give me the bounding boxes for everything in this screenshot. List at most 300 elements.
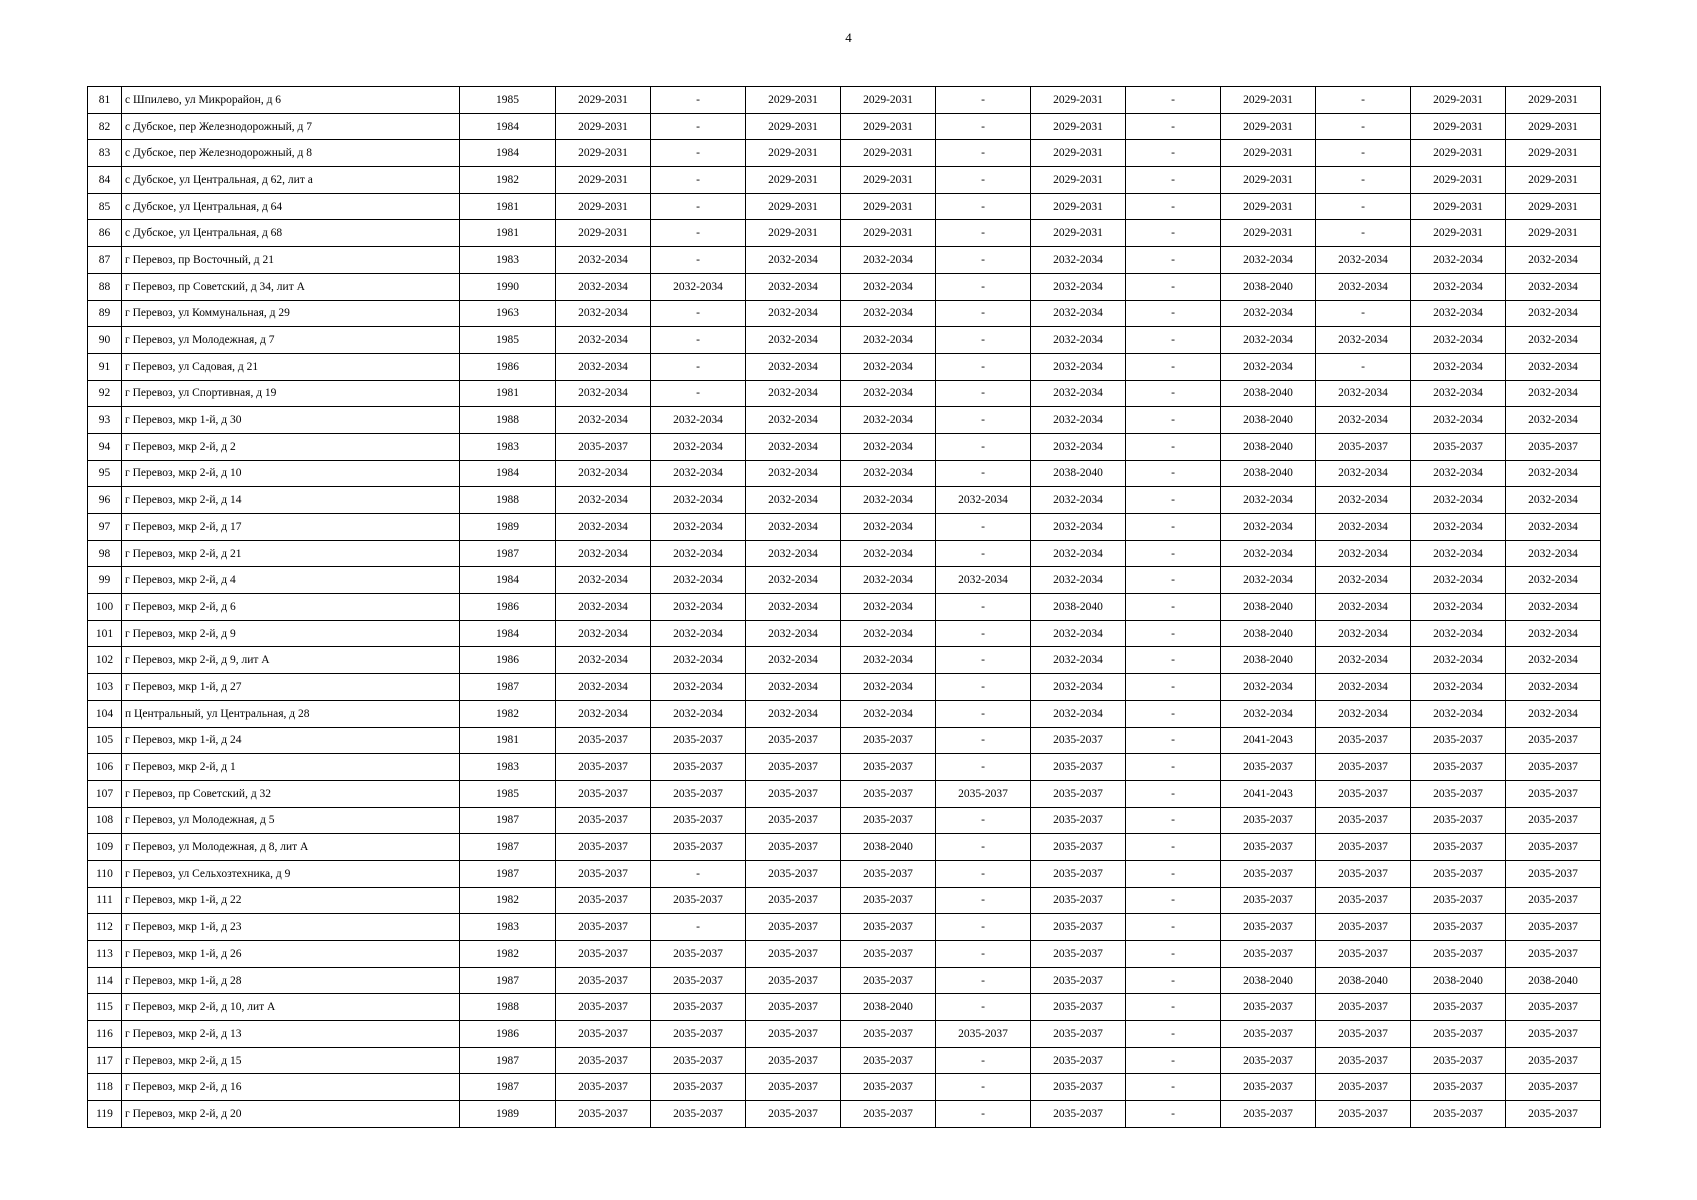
period-cell: 2032-2034 bbox=[746, 647, 841, 674]
period-cell: 2035-2037 bbox=[556, 967, 651, 994]
period-cell: 2035-2037 bbox=[1411, 994, 1506, 1021]
period-cell: 2029-2031 bbox=[841, 220, 936, 247]
period-cell: 2032-2034 bbox=[746, 700, 841, 727]
table-row bbox=[88, 674, 1601, 701]
period-cell: 2032-2034 bbox=[1506, 327, 1601, 354]
year-cell: 1987 bbox=[460, 674, 556, 701]
period-cell: 2032-2034 bbox=[746, 514, 841, 541]
period-cell: 2029-2031 bbox=[746, 113, 841, 140]
period-cell: 2032-2034 bbox=[556, 567, 651, 594]
period-cell: 2032-2034 bbox=[556, 300, 651, 327]
period-cell: 2032-2034 bbox=[746, 273, 841, 300]
period-cell: 2035-2037 bbox=[651, 887, 746, 914]
period-cell: 2035-2037 bbox=[1411, 1047, 1506, 1074]
row-number-cell: 102 bbox=[88, 647, 122, 674]
period-cell: 2029-2031 bbox=[1411, 113, 1506, 140]
period-cell: - bbox=[1126, 967, 1221, 994]
period-cell: 2029-2031 bbox=[1221, 87, 1316, 114]
period-cell: 2035-2037 bbox=[1316, 1047, 1411, 1074]
period-cell: 2035-2037 bbox=[1506, 994, 1601, 1021]
period-cell: - bbox=[936, 594, 1031, 621]
period-cell: - bbox=[651, 113, 746, 140]
period-cell: - bbox=[936, 327, 1031, 354]
period-cell: 2032-2034 bbox=[746, 353, 841, 380]
year-cell: 1963 bbox=[460, 300, 556, 327]
period-cell: 2029-2031 bbox=[1411, 220, 1506, 247]
period-cell: - bbox=[936, 914, 1031, 941]
period-cell: 2035-2037 bbox=[1411, 1101, 1506, 1128]
period-cell: 2035-2037 bbox=[841, 1074, 936, 1101]
address-cell: г Перевоз, мкр 2-й, д 21 bbox=[122, 540, 460, 567]
period-cell: 2029-2031 bbox=[1506, 140, 1601, 167]
year-cell: 1990 bbox=[460, 273, 556, 300]
period-cell: 2038-2040 bbox=[1031, 594, 1126, 621]
table-row bbox=[88, 353, 1601, 380]
period-cell: 2032-2034 bbox=[556, 407, 651, 434]
period-cell: 2032-2034 bbox=[556, 327, 651, 354]
period-cell: - bbox=[936, 300, 1031, 327]
period-cell: - bbox=[1126, 300, 1221, 327]
period-cell: 2029-2031 bbox=[1411, 167, 1506, 194]
period-cell: 2032-2034 bbox=[841, 300, 936, 327]
period-cell: 2032-2034 bbox=[1031, 407, 1126, 434]
period-cell: 2035-2037 bbox=[1316, 994, 1411, 1021]
period-cell: 2032-2034 bbox=[651, 674, 746, 701]
period-cell: 2035-2037 bbox=[746, 1021, 841, 1048]
period-cell: 2035-2037 bbox=[1221, 1074, 1316, 1101]
period-cell: 2032-2034 bbox=[1031, 540, 1126, 567]
table-row bbox=[88, 1047, 1601, 1074]
table-row bbox=[88, 967, 1601, 994]
period-cell: 2035-2037 bbox=[651, 727, 746, 754]
row-number-cell: 117 bbox=[88, 1047, 122, 1074]
period-cell: 2032-2034 bbox=[1031, 273, 1126, 300]
period-cell: 2032-2034 bbox=[1221, 247, 1316, 274]
period-cell: - bbox=[651, 327, 746, 354]
table-row bbox=[88, 247, 1601, 274]
period-cell: 2029-2031 bbox=[556, 220, 651, 247]
period-cell: - bbox=[936, 433, 1031, 460]
period-cell: 2035-2037 bbox=[556, 1047, 651, 1074]
period-cell: - bbox=[1126, 1101, 1221, 1128]
row-number-cell: 91 bbox=[88, 353, 122, 380]
year-cell: 1987 bbox=[460, 540, 556, 567]
period-cell: - bbox=[651, 380, 746, 407]
period-cell: 2038-2040 bbox=[1221, 460, 1316, 487]
period-cell: - bbox=[936, 807, 1031, 834]
period-cell: 2035-2037 bbox=[1031, 1074, 1126, 1101]
period-cell: 2035-2037 bbox=[1221, 941, 1316, 968]
period-cell: 2032-2034 bbox=[1506, 620, 1601, 647]
period-cell: 2035-2037 bbox=[1031, 994, 1126, 1021]
period-cell: 2035-2037 bbox=[1316, 887, 1411, 914]
row-number-cell: 118 bbox=[88, 1074, 122, 1101]
period-cell: - bbox=[936, 941, 1031, 968]
period-cell: - bbox=[1126, 994, 1221, 1021]
year-cell: 1985 bbox=[460, 327, 556, 354]
period-cell: 2035-2037 bbox=[556, 834, 651, 861]
period-cell: - bbox=[936, 353, 1031, 380]
address-cell: г Перевоз, мкр 2-й, д 2 bbox=[122, 433, 460, 460]
period-cell: 2035-2037 bbox=[651, 834, 746, 861]
address-cell: с Дубское, ул Центральная, д 62, лит а bbox=[122, 167, 460, 194]
year-cell: 1982 bbox=[460, 700, 556, 727]
period-cell: 2035-2037 bbox=[556, 1101, 651, 1128]
period-cell: 2032-2034 bbox=[651, 647, 746, 674]
period-cell: 2032-2034 bbox=[1411, 380, 1506, 407]
period-cell: - bbox=[936, 647, 1031, 674]
address-cell: г Перевоз, ул Молодежная, д 5 bbox=[122, 807, 460, 834]
period-cell: - bbox=[1126, 594, 1221, 621]
period-cell: 2029-2031 bbox=[1031, 193, 1126, 220]
period-cell: 2035-2037 bbox=[556, 780, 651, 807]
table-row bbox=[88, 540, 1601, 567]
period-cell: - bbox=[936, 460, 1031, 487]
year-cell: 1983 bbox=[460, 914, 556, 941]
period-cell: 2032-2034 bbox=[936, 567, 1031, 594]
period-cell: 2038-2040 bbox=[1221, 594, 1316, 621]
period-cell: 2035-2037 bbox=[1031, 914, 1126, 941]
row-number-cell: 111 bbox=[88, 887, 122, 914]
period-cell: 2032-2034 bbox=[1411, 567, 1506, 594]
year-cell: 1987 bbox=[460, 1047, 556, 1074]
period-cell: 2032-2034 bbox=[651, 460, 746, 487]
row-number-cell: 83 bbox=[88, 140, 122, 167]
period-cell: 2035-2037 bbox=[1221, 807, 1316, 834]
period-cell: 2038-2040 bbox=[1221, 433, 1316, 460]
period-cell: 2032-2034 bbox=[651, 700, 746, 727]
period-cell: 2035-2037 bbox=[1506, 433, 1601, 460]
period-cell: 2035-2037 bbox=[746, 727, 841, 754]
period-cell: 2035-2037 bbox=[746, 967, 841, 994]
address-cell: г Перевоз, ул Спортивная, д 19 bbox=[122, 380, 460, 407]
table-body bbox=[88, 87, 1601, 1128]
period-cell: - bbox=[1316, 353, 1411, 380]
period-cell: 2035-2037 bbox=[1031, 834, 1126, 861]
period-cell: 2038-2040 bbox=[1316, 967, 1411, 994]
period-cell: 2035-2037 bbox=[1221, 754, 1316, 781]
period-cell: 2032-2034 bbox=[1316, 540, 1411, 567]
period-cell: 2029-2031 bbox=[746, 167, 841, 194]
period-cell: 2032-2034 bbox=[1506, 273, 1601, 300]
period-cell: 2035-2037 bbox=[556, 433, 651, 460]
year-cell: 1986 bbox=[460, 353, 556, 380]
period-cell: 2029-2031 bbox=[1031, 167, 1126, 194]
period-cell: - bbox=[936, 193, 1031, 220]
period-cell: 2035-2037 bbox=[1506, 780, 1601, 807]
period-cell: 2032-2034 bbox=[1221, 540, 1316, 567]
period-cell: 2035-2037 bbox=[1031, 967, 1126, 994]
period-cell: 2035-2037 bbox=[1506, 727, 1601, 754]
year-cell: 1984 bbox=[460, 620, 556, 647]
table-row bbox=[88, 407, 1601, 434]
period-cell: 2029-2031 bbox=[1506, 113, 1601, 140]
period-cell: 2035-2037 bbox=[1506, 1047, 1601, 1074]
period-cell: 2032-2034 bbox=[556, 514, 651, 541]
period-cell: - bbox=[936, 727, 1031, 754]
period-cell: 2035-2037 bbox=[1506, 754, 1601, 781]
row-number-cell: 106 bbox=[88, 754, 122, 781]
period-cell: 2032-2034 bbox=[746, 380, 841, 407]
period-cell: 2035-2037 bbox=[1031, 727, 1126, 754]
address-cell: г Перевоз, мкр 2-й, д 16 bbox=[122, 1074, 460, 1101]
period-cell: 2032-2034 bbox=[1031, 674, 1126, 701]
period-cell: 2032-2034 bbox=[1411, 407, 1506, 434]
period-cell: 2032-2034 bbox=[1506, 647, 1601, 674]
year-cell: 1986 bbox=[460, 647, 556, 674]
year-cell: 1985 bbox=[460, 87, 556, 114]
period-cell: 2029-2031 bbox=[746, 87, 841, 114]
period-cell: 2032-2034 bbox=[841, 353, 936, 380]
period-cell: 2032-2034 bbox=[651, 433, 746, 460]
period-cell: 2032-2034 bbox=[1411, 647, 1506, 674]
period-cell: - bbox=[936, 700, 1031, 727]
period-cell: 2029-2031 bbox=[1411, 87, 1506, 114]
period-cell: 2035-2037 bbox=[1506, 1074, 1601, 1101]
period-cell: - bbox=[1316, 220, 1411, 247]
period-cell: 2032-2034 bbox=[1316, 273, 1411, 300]
period-cell: 2029-2031 bbox=[1506, 220, 1601, 247]
period-cell: 2035-2037 bbox=[841, 860, 936, 887]
row-number-cell: 114 bbox=[88, 967, 122, 994]
period-cell: 2029-2031 bbox=[841, 167, 936, 194]
period-cell: 2032-2034 bbox=[1506, 407, 1601, 434]
period-cell: 2035-2037 bbox=[746, 1047, 841, 1074]
period-cell: 2032-2034 bbox=[1316, 487, 1411, 514]
period-cell: 2035-2037 bbox=[556, 807, 651, 834]
period-cell: 2035-2037 bbox=[936, 780, 1031, 807]
period-cell: - bbox=[651, 860, 746, 887]
period-cell: 2038-2040 bbox=[1221, 647, 1316, 674]
period-cell: - bbox=[936, 247, 1031, 274]
address-cell: с Дубское, ул Центральная, д 68 bbox=[122, 220, 460, 247]
address-cell: г Перевоз, ул Сельхозтехника, д 9 bbox=[122, 860, 460, 887]
period-cell: 2032-2034 bbox=[746, 433, 841, 460]
address-cell: г Перевоз, мкр 1-й, д 22 bbox=[122, 887, 460, 914]
period-cell: 2032-2034 bbox=[1316, 380, 1411, 407]
address-cell: г Перевоз, мкр 2-й, д 4 bbox=[122, 567, 460, 594]
row-number-cell: 87 bbox=[88, 247, 122, 274]
period-cell: 2038-2040 bbox=[841, 834, 936, 861]
row-number-cell: 92 bbox=[88, 380, 122, 407]
period-cell: 2032-2034 bbox=[841, 674, 936, 701]
table-row bbox=[88, 300, 1601, 327]
period-cell: 2035-2037 bbox=[1031, 1021, 1126, 1048]
period-cell: - bbox=[936, 967, 1031, 994]
period-cell: 2035-2037 bbox=[1506, 914, 1601, 941]
period-cell: 2032-2034 bbox=[841, 273, 936, 300]
period-cell: - bbox=[1316, 167, 1411, 194]
period-cell: - bbox=[1126, 514, 1221, 541]
period-cell: 2032-2034 bbox=[841, 247, 936, 274]
period-cell: 2032-2034 bbox=[746, 487, 841, 514]
period-cell: 2035-2037 bbox=[1316, 780, 1411, 807]
period-cell: 2029-2031 bbox=[841, 140, 936, 167]
period-cell: 2032-2034 bbox=[1506, 674, 1601, 701]
period-cell: 2035-2037 bbox=[1031, 860, 1126, 887]
period-cell: 2029-2031 bbox=[746, 140, 841, 167]
period-cell: 2029-2031 bbox=[1506, 167, 1601, 194]
period-cell: 2035-2037 bbox=[841, 1101, 936, 1128]
period-cell: - bbox=[1126, 700, 1221, 727]
period-cell: 2032-2034 bbox=[1316, 327, 1411, 354]
period-cell: - bbox=[936, 140, 1031, 167]
address-cell: с Дубское, пер Железнодорожный, д 8 bbox=[122, 140, 460, 167]
address-cell: г Перевоз, ул Молодежная, д 7 bbox=[122, 327, 460, 354]
period-cell: 2035-2037 bbox=[1031, 1101, 1126, 1128]
period-cell: 2035-2037 bbox=[556, 1074, 651, 1101]
period-cell: 2032-2034 bbox=[1411, 247, 1506, 274]
row-number-cell: 119 bbox=[88, 1101, 122, 1128]
period-cell: 2032-2034 bbox=[1316, 247, 1411, 274]
period-cell: - bbox=[651, 300, 746, 327]
table-row bbox=[88, 994, 1601, 1021]
address-cell: г Перевоз, ул Садовая, д 21 bbox=[122, 353, 460, 380]
period-cell: 2032-2034 bbox=[746, 300, 841, 327]
period-cell: 2035-2037 bbox=[1316, 1101, 1411, 1128]
table-row bbox=[88, 914, 1601, 941]
period-cell: - bbox=[1126, 620, 1221, 647]
table-row bbox=[88, 220, 1601, 247]
period-cell: 2032-2034 bbox=[556, 247, 651, 274]
period-cell: 2038-2040 bbox=[1221, 380, 1316, 407]
row-number-cell: 110 bbox=[88, 860, 122, 887]
period-cell: - bbox=[1126, 754, 1221, 781]
period-cell: 2035-2037 bbox=[651, 1101, 746, 1128]
period-cell: 2032-2034 bbox=[651, 514, 746, 541]
address-cell: г Перевоз, мкр 2-й, д 10, лит А bbox=[122, 994, 460, 1021]
period-cell: - bbox=[936, 113, 1031, 140]
table-row bbox=[88, 167, 1601, 194]
period-cell: 2041-2043 bbox=[1221, 780, 1316, 807]
period-cell: 2032-2034 bbox=[746, 460, 841, 487]
row-number-cell: 95 bbox=[88, 460, 122, 487]
period-cell: 2029-2031 bbox=[841, 87, 936, 114]
period-cell: 2032-2034 bbox=[651, 567, 746, 594]
period-cell: - bbox=[1126, 914, 1221, 941]
period-cell: 2035-2037 bbox=[1221, 1021, 1316, 1048]
period-cell: 2032-2034 bbox=[1411, 594, 1506, 621]
address-cell: г Перевоз, мкр 2-й, д 15 bbox=[122, 1047, 460, 1074]
period-cell: 2035-2037 bbox=[841, 941, 936, 968]
address-cell: г Перевоз, мкр 2-й, д 1 bbox=[122, 754, 460, 781]
period-cell: 2032-2034 bbox=[1221, 514, 1316, 541]
period-cell: 2032-2034 bbox=[1221, 700, 1316, 727]
period-cell: 2032-2034 bbox=[1031, 380, 1126, 407]
period-cell: 2035-2037 bbox=[841, 727, 936, 754]
address-cell: г Перевоз, мкр 2-й, д 10 bbox=[122, 460, 460, 487]
period-cell: 2032-2034 bbox=[556, 273, 651, 300]
period-cell: 2035-2037 bbox=[1316, 807, 1411, 834]
address-cell: г Перевоз, ул Коммунальная, д 29 bbox=[122, 300, 460, 327]
period-cell: 2035-2037 bbox=[1031, 807, 1126, 834]
period-cell: 2032-2034 bbox=[1506, 460, 1601, 487]
period-cell: 2032-2034 bbox=[1506, 300, 1601, 327]
period-cell: 2032-2034 bbox=[746, 327, 841, 354]
row-number-cell: 99 bbox=[88, 567, 122, 594]
period-cell: 2032-2034 bbox=[556, 380, 651, 407]
period-cell: 2035-2037 bbox=[651, 780, 746, 807]
period-cell: 2032-2034 bbox=[1506, 380, 1601, 407]
table-row bbox=[88, 860, 1601, 887]
row-number-cell: 115 bbox=[88, 994, 122, 1021]
period-cell: - bbox=[1316, 113, 1411, 140]
page-number: 4 bbox=[845, 30, 852, 45]
year-cell: 1982 bbox=[460, 941, 556, 968]
table-row bbox=[88, 567, 1601, 594]
period-cell: 2032-2034 bbox=[556, 353, 651, 380]
period-cell: - bbox=[936, 167, 1031, 194]
period-cell: 2029-2031 bbox=[1031, 113, 1126, 140]
row-number-cell: 81 bbox=[88, 87, 122, 114]
address-cell: г Перевоз, мкр 2-й, д 14 bbox=[122, 487, 460, 514]
address-cell: г Перевоз, мкр 2-й, д 6 bbox=[122, 594, 460, 621]
period-cell: - bbox=[1126, 487, 1221, 514]
period-cell: 2035-2037 bbox=[651, 994, 746, 1021]
period-cell: - bbox=[1126, 887, 1221, 914]
period-cell: - bbox=[936, 514, 1031, 541]
period-cell: 2035-2037 bbox=[1031, 780, 1126, 807]
address-cell: г Перевоз, ул Молодежная, д 8, лит А bbox=[122, 834, 460, 861]
period-cell: 2035-2037 bbox=[1221, 994, 1316, 1021]
year-cell: 1984 bbox=[460, 140, 556, 167]
period-cell: 2035-2037 bbox=[746, 941, 841, 968]
period-cell: 2029-2031 bbox=[746, 193, 841, 220]
repair-schedule-table bbox=[87, 86, 1601, 1128]
table-row bbox=[88, 594, 1601, 621]
period-cell: 2032-2034 bbox=[1411, 327, 1506, 354]
period-cell: 2035-2037 bbox=[841, 914, 936, 941]
period-cell: - bbox=[1126, 380, 1221, 407]
year-cell: 1988 bbox=[460, 407, 556, 434]
period-cell: - bbox=[1126, 780, 1221, 807]
period-cell: 2035-2037 bbox=[651, 754, 746, 781]
period-cell: 2035-2037 bbox=[1411, 860, 1506, 887]
period-cell: 2035-2037 bbox=[746, 994, 841, 1021]
period-cell: - bbox=[1126, 113, 1221, 140]
period-cell: 2032-2034 bbox=[1316, 407, 1411, 434]
address-cell: с Дубское, ул Центральная, д 64 bbox=[122, 193, 460, 220]
address-cell: г Перевоз, мкр 2-й, д 17 bbox=[122, 514, 460, 541]
row-number-cell: 108 bbox=[88, 807, 122, 834]
year-cell: 1985 bbox=[460, 780, 556, 807]
address-cell: с Шпилево, ул Микрорайон, д 6 bbox=[122, 87, 460, 114]
period-cell: 2035-2037 bbox=[1411, 754, 1506, 781]
period-cell: - bbox=[1126, 941, 1221, 968]
year-cell: 1987 bbox=[460, 834, 556, 861]
period-cell: 2035-2037 bbox=[1221, 887, 1316, 914]
period-cell: - bbox=[1126, 140, 1221, 167]
period-cell: - bbox=[651, 247, 746, 274]
period-cell: 2032-2034 bbox=[746, 567, 841, 594]
period-cell: 2035-2037 bbox=[651, 941, 746, 968]
period-cell: - bbox=[651, 220, 746, 247]
table-row bbox=[88, 620, 1601, 647]
period-cell: 2038-2040 bbox=[1506, 967, 1601, 994]
period-cell: - bbox=[936, 273, 1031, 300]
period-cell: 2035-2037 bbox=[1316, 914, 1411, 941]
period-cell: 2032-2034 bbox=[556, 594, 651, 621]
period-cell: 2032-2034 bbox=[1411, 540, 1506, 567]
period-cell: - bbox=[1126, 647, 1221, 674]
period-cell: 2032-2034 bbox=[841, 620, 936, 647]
period-cell: 2032-2034 bbox=[1316, 674, 1411, 701]
period-cell: - bbox=[1126, 273, 1221, 300]
period-cell: 2035-2037 bbox=[651, 1074, 746, 1101]
table-row bbox=[88, 1074, 1601, 1101]
period-cell: 2035-2037 bbox=[841, 1047, 936, 1074]
year-cell: 1981 bbox=[460, 727, 556, 754]
